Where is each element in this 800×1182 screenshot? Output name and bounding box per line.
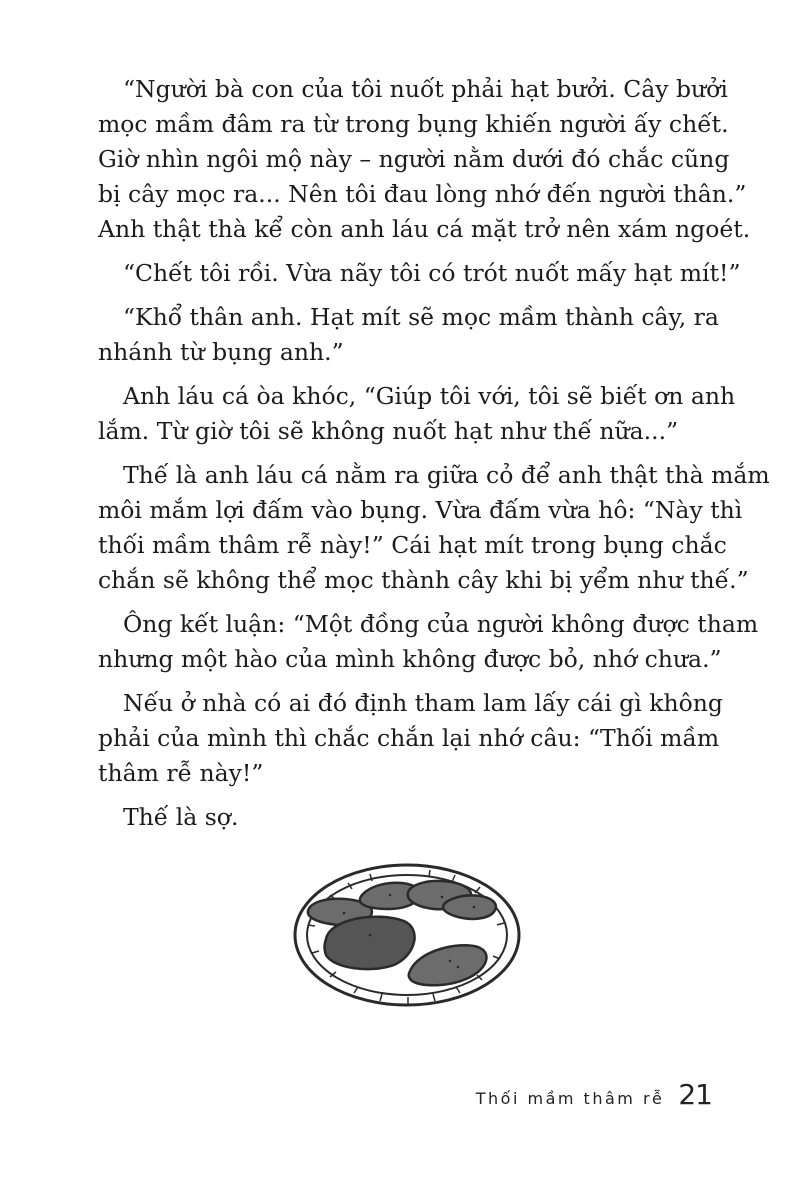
text-line: thâm rễ này!”	[98, 759, 264, 787]
text-line: mọc mầm đâm ra từ trong bụng khiến người ấy chết.	[98, 110, 729, 138]
text-line: Nếu ở nhà có ai đó định tham lam lấy cái gì không	[123, 689, 723, 717]
text-line: Anh láu cá òa khóc, “Giúp tôi với, tôi sẽ biết ơn anh	[123, 382, 736, 410]
paragraph	[98, 607, 759, 677]
text-line: phải của mình thì chắc chắn lại nhớ câu: “Thối mầm	[98, 724, 720, 752]
text-line: “Chết tôi rồi. Vừa nãy tôi có trót nuốt mấy hạt mít!”	[123, 259, 741, 287]
paragraph	[98, 379, 736, 449]
text-line: Ông kết luận: “Một đồng của người không được tham	[123, 610, 759, 638]
body-text	[98, 72, 770, 844]
paragraph	[98, 458, 770, 598]
seed	[443, 895, 496, 919]
plate-of-jackfruit-seeds-icon	[290, 855, 525, 1015]
text-line: Thế là anh láu cá nằm ra giữa cỏ để anh thật thà mắm	[123, 461, 770, 489]
paragraph	[98, 256, 741, 291]
paragraph	[98, 72, 751, 247]
paragraph	[98, 300, 719, 370]
text-line: Thế là sợ.	[123, 803, 239, 831]
text-line: “Người bà con của tôi nuốt phải hạt bưởi. Cây bưởi	[123, 75, 728, 103]
running-title: Thối mầm thâm rễ	[475, 1089, 665, 1108]
paragraph	[98, 686, 723, 791]
text-line: nhánh từ bụng anh.”	[98, 338, 344, 366]
text-line: “Khổ thân anh. Hạt mít sẽ mọc mầm thành cây, ra	[123, 303, 719, 331]
text-line: môi mắm lợi đấm vào bụng. Vừa đấm vừa hô: “Này thì	[98, 496, 743, 524]
text-line: chắn sẽ không thể mọc thành cây khi bị yểm như thế.”	[98, 566, 749, 594]
seed	[325, 917, 415, 969]
paragraph	[98, 800, 710, 835]
page-footer	[476, 1078, 712, 1111]
text-line: Giờ nhìn ngôi mộ này – người nằm dưới đó chắc cũng	[98, 145, 730, 173]
text-line: nhưng một hào của mình không được bỏ, nhớ chưa.”	[98, 645, 722, 673]
text-line: bị cây mọc ra... Nên tôi đau lòng nhớ đến người thân.”	[98, 180, 747, 208]
page-number: 21	[678, 1078, 712, 1111]
text-line: Anh thật thà kể còn anh láu cá mặt trở nên xám ngoét.	[98, 215, 751, 243]
text-line: thối mầm thâm rễ này!” Cái hạt mít trong bụng chắc	[98, 531, 727, 559]
text-line: lắm. Từ giờ tôi sẽ không nuốt hạt như thế nữa...”	[98, 417, 679, 445]
